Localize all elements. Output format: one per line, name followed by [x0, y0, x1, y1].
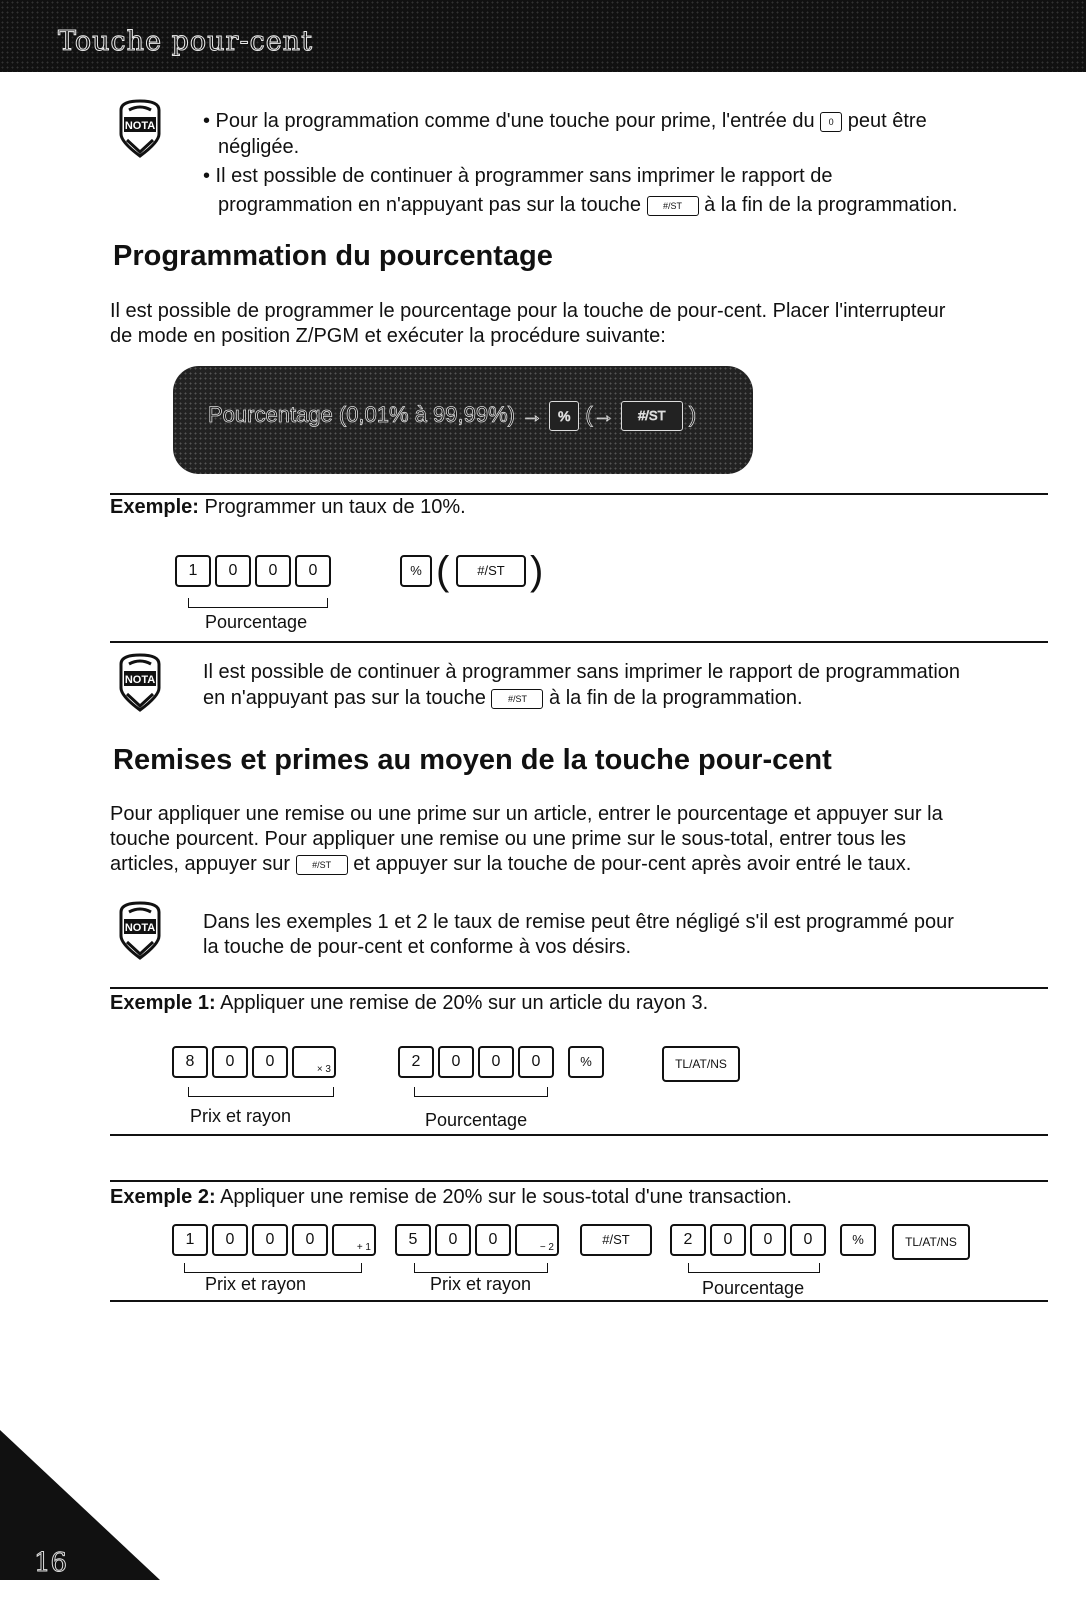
key-0: 0 [252, 1224, 288, 1256]
example-label: Exemple: [110, 496, 199, 518]
section1-para-line2: de mode en position Z/PGM et exécuter la procédure suivante: [110, 325, 666, 347]
section2-para-text: articles, appuyer sur [110, 853, 291, 875]
key-1: 1 [172, 1224, 208, 1256]
bracket-label-price: Prix et rayon [190, 1106, 292, 1126]
pct-key: % [840, 1224, 876, 1256]
procedure-arrow: (→ [585, 401, 615, 427]
procedure-label: Pourcentage (0,01% à 99,99%) → [208, 401, 544, 427]
key-0: 0 [475, 1224, 511, 1256]
nota-label: NOTA [124, 674, 156, 686]
section2-para-line2: touche pourcent. Pour appliquer une remise ou une prime sur le sous-total, entrer tous les [110, 828, 906, 850]
key-0: 0 [212, 1224, 248, 1256]
zero-key-inline: 0 [820, 112, 842, 132]
pct-key: % [568, 1046, 604, 1078]
divider [110, 1300, 1048, 1302]
bracket [414, 1263, 548, 1273]
key-0: 0 [518, 1046, 554, 1078]
example1-label: Exemple 1: [110, 992, 216, 1014]
nota-label: NOTA [124, 120, 156, 132]
example1-text: Appliquer une remise de 20% sur un article du rayon 3. [220, 992, 709, 1014]
page-number: 16 [34, 1548, 68, 1578]
section1-nota-end: à la fin de la programmation. [549, 687, 803, 709]
procedure-pct-key: % [549, 401, 579, 431]
example1-line [110, 990, 708, 1016]
total-key: TL/AT/NS [892, 1224, 970, 1260]
st-key: #/ST [456, 555, 526, 587]
dept3-key: × 3 [292, 1046, 336, 1078]
section2-para-line3 [110, 851, 911, 877]
intro-note-2-text: programmation en n'appuyant pas sur la touche [218, 194, 641, 216]
total-key: TL/AT/NS [662, 1046, 740, 1082]
key-5: 5 [395, 1224, 431, 1256]
example2-line [110, 1184, 792, 1210]
paren-open: ( [436, 549, 450, 593]
page-corner-triangle [0, 1430, 160, 1580]
key-0: 0 [292, 1224, 328, 1256]
bracket-label-price1: Prix et rayon [205, 1274, 307, 1294]
dept2-key: − 2 [515, 1224, 559, 1256]
example-text: Programmer un taux de 10%. [204, 496, 466, 518]
section2-nota-line1: Dans les exemples 1 et 2 le taux de remise peut être négligé s'il est programmé pour [203, 911, 954, 933]
divider [110, 987, 1048, 989]
bracket [414, 1087, 548, 1097]
section1-nota-line2 [203, 685, 803, 711]
paren-close: ) [530, 549, 544, 593]
example2-text: Appliquer une remise de 20% sur le sous-total d'une transaction. [220, 1186, 792, 1208]
pct-key: % [400, 555, 432, 587]
st-key-inline: #/ST [491, 689, 543, 709]
section-heading-remises: Remises et primes au moyen de la touche pour-cent [113, 744, 832, 776]
bracket-label: Pourcentage [205, 612, 308, 632]
procedure-text [208, 401, 696, 431]
st-key-inline: #/ST [296, 855, 348, 875]
key-0: 0 [435, 1224, 471, 1256]
page-title: Touche pour-cent [58, 26, 313, 57]
key-0: 0 [215, 555, 251, 587]
nota-icon [115, 98, 165, 160]
bracket [188, 1087, 334, 1097]
key-2: 2 [398, 1046, 434, 1078]
divider [110, 641, 1048, 643]
bracket [184, 1263, 362, 1273]
example-line [110, 494, 466, 520]
key-0: 0 [438, 1046, 474, 1078]
bracket [188, 598, 328, 608]
section2-para-line1: Pour appliquer une remise ou une prime sur un article, entrer le pourcentage et appuyer sur la [110, 803, 943, 825]
nota-icon [115, 900, 165, 962]
key-0: 0 [710, 1224, 746, 1256]
divider [110, 1180, 1048, 1182]
intro-note-2-line2 [218, 192, 958, 218]
intro-note-2-end: à la fin de la programmation. [704, 194, 958, 216]
divider [110, 1134, 1048, 1136]
bracket-label-price2: Prix et rayon [430, 1274, 532, 1294]
bracket-label-pct: Pourcentage [702, 1278, 805, 1298]
key-0: 0 [255, 555, 291, 587]
bracket-label-pct: Pourcentage [425, 1110, 528, 1130]
key-1: 1 [175, 555, 211, 587]
section-heading-programmation: Programmation du pourcentage [113, 240, 553, 272]
intro-note-1 [203, 108, 927, 134]
dept1-key: + 1 [332, 1224, 376, 1256]
key-8: 8 [172, 1046, 208, 1078]
intro-note-1-line2: négligée. [218, 136, 300, 158]
st-key: #/ST [580, 1224, 652, 1256]
nota-icon [115, 652, 165, 714]
key-2: 2 [670, 1224, 706, 1256]
nota-label: NOTA [124, 922, 156, 934]
section2-para-end: et appuyer sur la touche de pour-cent après avoir entré le taux. [353, 853, 912, 875]
key-0: 0 [212, 1046, 248, 1078]
key-0: 0 [790, 1224, 826, 1256]
procedure-close: ) [688, 401, 697, 427]
example2-label: Exemple 2: [110, 1186, 216, 1208]
key-0: 0 [750, 1224, 786, 1256]
st-key-inline: #/ST [647, 196, 699, 216]
section1-nota-line1: Il est possible de continuer à programmer sans imprimer le rapport de programmation [203, 661, 961, 683]
key-0: 0 [295, 555, 331, 587]
section1-para-line1: Il est possible de programmer le pourcentage pour la touche de pour-cent. Placer l'interrupteur [110, 300, 946, 322]
key-0: 0 [252, 1046, 288, 1078]
bracket [688, 1263, 820, 1273]
key-0: 0 [478, 1046, 514, 1078]
intro-note-2-line1: • Il est possible de continuer à programmer sans imprimer le rapport de [203, 165, 833, 187]
procedure-st-key: #/ST [621, 401, 683, 431]
intro-note-1-text: • Pour la programmation comme d'une touche pour prime, l'entrée du [203, 110, 815, 132]
section1-nota-text: en n'appuyant pas sur la touche [203, 687, 486, 709]
intro-note-1-end: peut être [847, 110, 927, 132]
section2-nota-line2: la touche de pour-cent et conforme à vos désirs. [203, 936, 632, 958]
